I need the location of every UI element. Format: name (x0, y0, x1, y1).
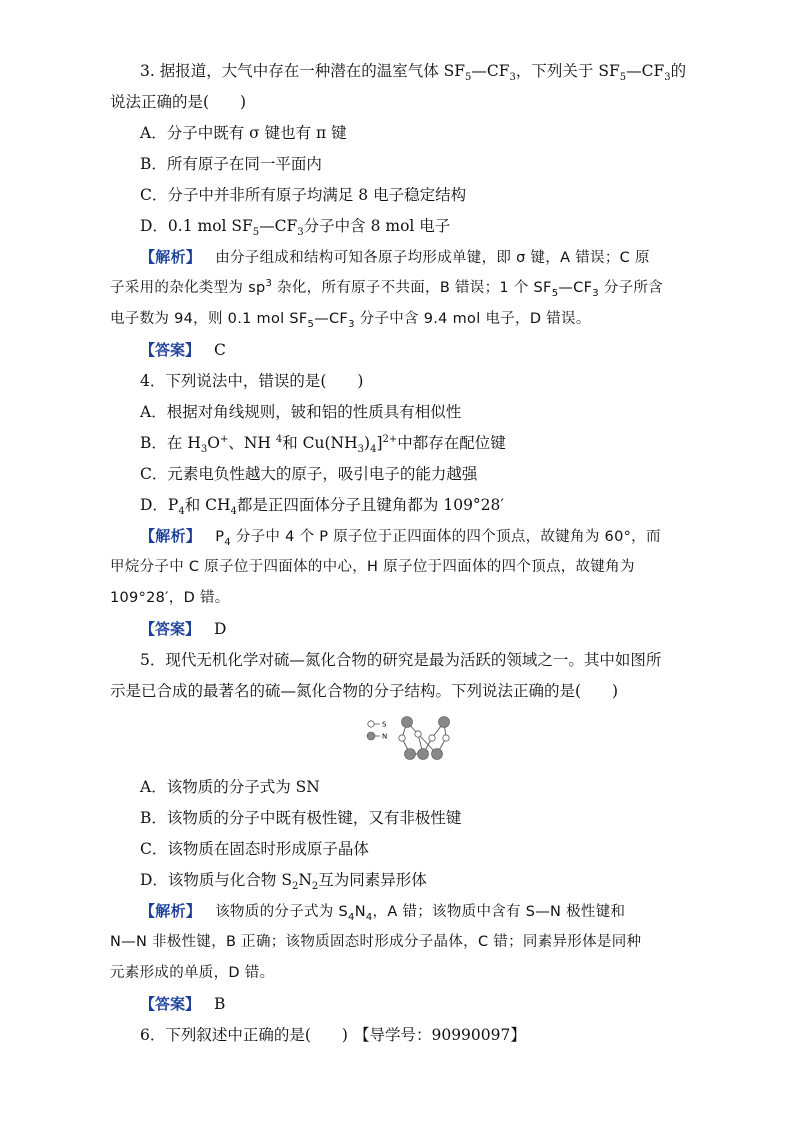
legend-n-label: N (382, 732, 388, 741)
explanation-tag: 【解析】 (140, 248, 202, 266)
q4-option-a: A．根据对角线规则，铍和铝的性质具有相似性 (140, 403, 462, 421)
q5-explanation-line2: N—N 非极性键，B 正确；该物质固态时形成分子晶体，C 错；同素异形体是同种 (110, 934, 642, 950)
q4-option-c: C．元素电负性越大的原子，吸引电子的能力越强 (140, 465, 478, 483)
n-atom (402, 717, 413, 728)
q5-answer: 【答案】 B (140, 995, 226, 1013)
q5-option-c: C．该物质在固态时形成原子晶体 (140, 840, 369, 858)
n-atom (418, 749, 429, 760)
s4n4-molecule-figure (362, 712, 472, 764)
q3-option-d: D．0.1 mol $SF_5—CF_3$分子中含 8 mol 电子 (140, 217, 451, 239)
q5-stem-line2: 示是已合成的最著名的硫—氮化合物的分子结构。下列说法正确的是( ) (110, 682, 619, 700)
legend-s-label: S (382, 720, 387, 729)
q5-explanation-line1: 【解析】 该物质的分子式为 $S_4N_4$，A 错；该物质中含有 S—N 极性键和 (140, 902, 626, 923)
legend-s-atom (368, 721, 374, 727)
q3-option-b: B．所有原子在同一平面内 (140, 155, 322, 173)
q4-option-d: D．$P_4$和 $CH_4$都是正四面体分子且键角都为 109°28′ (140, 496, 504, 518)
n-atom (439, 717, 450, 728)
explanation-tag: 【解析】 (140, 902, 202, 920)
n-atom (405, 749, 416, 760)
q3-explanation-line2: 子采用的杂化类型为 $sp^3$ 杂化，所有原子不共面，B 错误；1 个 $SF_5—CF_3$ 分子所含 (110, 278, 664, 299)
q3-answer: 【答案】 C (140, 341, 226, 359)
legend-n-atom (367, 732, 375, 740)
explanation-tag: 【解析】 (140, 527, 202, 545)
q4-option-b: B．在 $H_3O^+$、NH $^4$和 $Cu(NH_3)_4]^{2+}$中都存在配位键 (140, 433, 506, 456)
q6-guide-code: 【导学号：90990097】 (353, 1026, 526, 1044)
q5-option-a: A．该物质的分子式为 SN (140, 778, 320, 796)
s-atom (399, 735, 405, 741)
q3-option-c: C．分子中并非所有原子均满足 8 电子稳定结构 (140, 186, 467, 204)
q4-explanation-line2: 甲烷分子中 C 原子位于四面体的中心，H 原子位于四面体的四个顶点，故键角为 (110, 559, 635, 575)
q4-explanation-line3: 109°28′，D 错。 (110, 590, 230, 606)
q4-answer: 【答案】 D (140, 620, 227, 638)
answer-tag: 【答案】 (140, 341, 201, 359)
molecule-atoms (399, 717, 450, 760)
q4-explanation-line1: 【解析】 $P_4$ 分子中 4 个 P 原子位于正四面体的四个顶点，故键角为 60°，而 (140, 527, 661, 548)
q5-explanation-line3: 元素形成的单质，D 错。 (110, 965, 275, 981)
q5-option-b: B．该物质的分子中既有极性键，又有非极性键 (140, 809, 462, 827)
s-atom (415, 731, 421, 737)
n-atom (432, 749, 443, 760)
s-atom (443, 735, 449, 741)
q3-stem-line2: 说法正确的是( ) (110, 93, 247, 111)
q4-stem: 4．下列说法中，错误的是( ) (140, 372, 364, 390)
q3-option-a: A．分子中既有 σ 键也有 π 键 (140, 124, 347, 142)
q6-stem: 6．下列叙述中正确的是( ) 【导学号：90990097】 (140, 1026, 526, 1044)
s-atom (429, 735, 435, 741)
q3-stem-line1: 3. 据报道，大气中存在一种潜在的温室气体 $SF_5—CF_3$，下列关于 $SF_5—CF_3$的 (140, 62, 687, 84)
q5-option-d: D．该物质与化合物 $S_2N_2$互为同素异形体 (140, 871, 427, 893)
answer-tag: 【答案】 (140, 620, 201, 638)
figure-legend (367, 721, 387, 741)
answer-tag: 【答案】 (140, 995, 201, 1013)
q3-explanation-line3: 电子数为 94，则 0.1 mol $SF_5—CF_3$ 分子中含 9.4 mol 电子，D 错误。 (110, 311, 591, 330)
q3-explanation-line1: 【解析】 由分子组成和结构可知各原子均形成单键，即 σ 键，A 错误；C 原 (140, 248, 650, 266)
q5-stem-line1: 5．现代无机化学对硫—氮化合物的研究是最为活跃的领域之一。其中如图所 (140, 651, 662, 669)
